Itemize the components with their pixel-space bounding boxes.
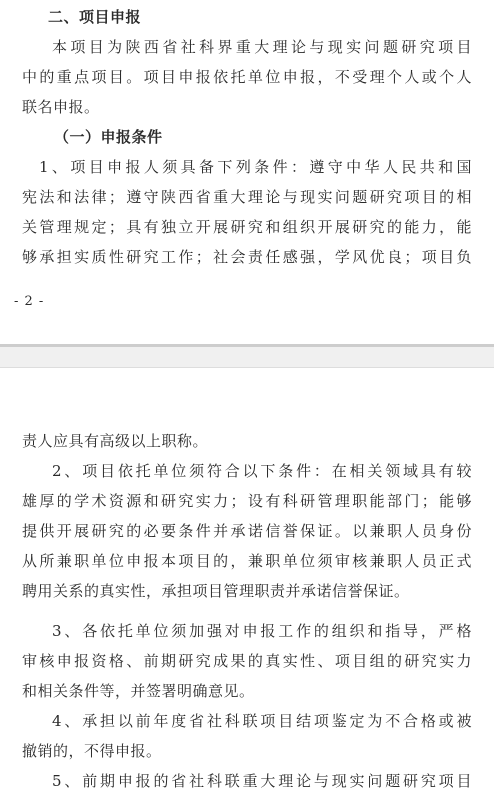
- page-break-separator: [0, 344, 494, 368]
- item-1-line-2: 宪法和法律；遵守陕西省重大理论与现实问题研究项目的相: [22, 188, 472, 206]
- paragraph-1-line-1: 本项目为陕西省社科界重大理论与现实问题研究项目: [52, 38, 472, 56]
- section-heading: 二、项目申报: [48, 8, 142, 26]
- document-page-lower: [0, 368, 494, 795]
- paragraph-1-line-2: 中的重点项目。项目申报依托单位申报，不受理个人或个人: [22, 68, 472, 86]
- item-2-line-4: 从所兼职单位申报本项目的，兼职单位须审核兼职人员正式: [22, 552, 472, 570]
- document-page-upper: [0, 0, 494, 344]
- item-3-line-1: 3、各依托单位须加强对申报工作的组织和指导，严格: [52, 622, 472, 640]
- item-1-line-3: 关管理规定；具有独立开展研究和组织开展研究的能力，能: [22, 218, 472, 236]
- paragraph-1-line-3: 联名申报。: [22, 98, 100, 116]
- page-number: - 2 -: [14, 294, 45, 309]
- item-1-line-1: 1、项目申报人须具备下列条件：遵守中华人民共和国: [39, 158, 472, 176]
- item-2-line-5: 聘用关系的真实性，承担项目管理职责并承诺信誉保证。: [22, 582, 410, 600]
- item-4-line-1: 4、承担以前年度省社科联项目结项鉴定为不合格或被: [52, 712, 472, 730]
- item-2-line-3: 提供开展研究的必要条件并承诺信誉保证。以兼职人员身份: [22, 522, 472, 540]
- item-2-line-2: 雄厚的学术资源和研究实力；设有科研管理职能部门；能够: [22, 492, 472, 510]
- item-3-line-3: 和相关条件等，并签署明确意见。: [22, 682, 255, 700]
- item-2-line-1: 2、项目依托单位须符合以下条件：在相关领域具有较: [52, 462, 472, 480]
- item-1-line-4: 够承担实质性研究工作；社会责任感强，学风优良；项目负: [22, 248, 472, 266]
- item-3-line-2: 审核申报资格、前期研究成果的真实性、项目组的研究实力: [22, 652, 472, 670]
- item-1-continued: 责人应具有高级以上职称。: [22, 432, 209, 450]
- item-5-line-1: 5、前期申报的省社科联重大理论与现实问题研究项目: [52, 772, 472, 790]
- subheading-application-conditions: （一）申报条件: [54, 128, 163, 146]
- item-4-line-2: 撤销的，不得申报。: [22, 742, 162, 760]
